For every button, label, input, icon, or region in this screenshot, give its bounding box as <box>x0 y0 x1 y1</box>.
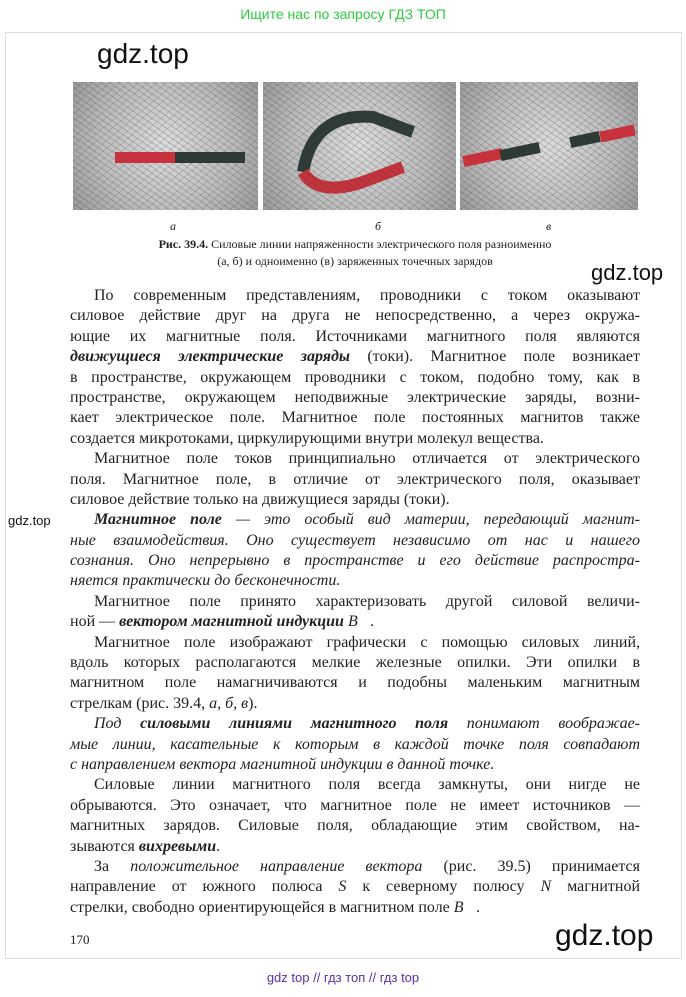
text-line <box>70 653 640 673</box>
watermark: gdz.top <box>555 919 654 952</box>
italic-text: мые линии, касательные к которым в каждой точке поля совпадают <box>70 735 640 753</box>
text-segment: стрелкам (рис. 39.4, <box>70 694 210 712</box>
italic-text: няется практически до бесконечности. <box>70 572 341 590</box>
text-line <box>70 510 640 530</box>
text-line <box>70 898 640 918</box>
text-line <box>70 755 640 775</box>
text-line <box>70 837 640 857</box>
text-line <box>70 286 640 306</box>
italic-text: положительное направление вектора <box>130 857 423 875</box>
text-line <box>70 592 640 612</box>
caption-label: Рис. 39.4. <box>158 237 209 251</box>
text-segment: направление от южного полюса <box>70 878 339 896</box>
sublabel-a: а <box>170 219 176 233</box>
text-segment: стрелки, свободно ориентирующейся в магнитном поле <box>70 898 454 916</box>
text-line <box>70 327 640 347</box>
text-segment: (рис. 39.5) принимается <box>422 857 641 875</box>
caption-line-1: Силовые линии напряженности электрического поля разноименно <box>211 237 552 251</box>
italic-text: S <box>338 878 347 896</box>
text-line <box>70 449 640 469</box>
text-line <box>70 306 640 326</box>
text-segment: . <box>370 613 375 631</box>
text-line <box>70 429 640 449</box>
text-segment: зываются <box>70 837 139 855</box>
text-line <box>70 470 640 490</box>
text-line <box>70 694 640 714</box>
text-line <box>70 490 640 510</box>
text-segment: Магнитное поле изображают графически с помощью силовых линий, <box>94 633 640 651</box>
magnet-left <box>462 148 503 167</box>
text-line <box>70 816 640 836</box>
figure-photo-a <box>73 82 258 210</box>
magnet-red-pole <box>115 152 175 163</box>
text-segment: . <box>216 837 221 855</box>
italic-text: N <box>540 878 552 896</box>
text-segment: Магнитное поле токов принципиально отличается от электрического <box>94 450 640 468</box>
italic-text: B⃗ <box>343 613 371 631</box>
text-line <box>70 347 640 367</box>
text-segment: силовое действие только на движущиеся заряды (токи). <box>70 490 450 508</box>
text-segment: поля. Магнитное поле, в отличие от электрического поля, оказывает <box>70 470 640 488</box>
search-hint-link[interactable]: Ищите нас по запросу ГДЗ ТОП <box>240 6 446 22</box>
text-segment: силовое действие друг на друга не непосредственно, а через окружа- <box>70 307 640 325</box>
italic-text: сознания. Оно непрерывно в пространстве и его действие распростра- <box>70 552 640 570</box>
text-line <box>70 408 640 428</box>
watermark: gdz.top <box>97 38 189 69</box>
watermark: gdz.top <box>591 260 664 285</box>
text-line <box>70 775 640 795</box>
sublabel-c: в <box>546 219 552 233</box>
text-line <box>70 388 640 408</box>
text-segment: обрываются. Это означает, что магнитное поле не имеет источников — <box>70 796 640 814</box>
text-line <box>70 857 640 877</box>
figure-photo-c <box>460 82 638 210</box>
footer-links[interactable]: gdz top // гдз топ // гдз top <box>266 970 420 985</box>
italic-text: — это особый вид материи, передающий магнит- <box>221 511 640 529</box>
text-line <box>70 612 640 632</box>
italic-text: с направлением вектора магнитной индукции в данной точке. <box>70 755 495 773</box>
text-segment: к северному полюсу <box>346 878 541 896</box>
text-segment: пространстве, окружающем неподвижные электрические заряды, возни- <box>70 388 640 406</box>
text-segment: магнитной <box>551 878 641 896</box>
text-segment: в пространстве, окружающем проводники с током, подобно тому, как в <box>70 368 640 386</box>
emphasized-term: Магнитное поле <box>94 511 222 529</box>
text-line <box>70 571 640 591</box>
text-segment: ющие их магнитные поля. Источниками магнитного поля являются <box>70 327 640 345</box>
italic-text: Под <box>94 715 141 733</box>
italic-text: B⃗ <box>453 898 476 916</box>
text-line <box>70 368 640 388</box>
text-segment: (токи). Магнитное поле возникает <box>350 348 640 366</box>
body-text <box>70 286 640 918</box>
magnet-right-dark <box>569 131 601 148</box>
emphasized-term: вихревыми <box>138 837 217 855</box>
text-segment: ). <box>248 694 258 712</box>
figure-photo-b <box>263 82 456 210</box>
text-line <box>70 796 640 816</box>
italic-text: а, б, в <box>209 694 249 712</box>
text-line <box>70 714 640 734</box>
figure-caption <box>70 236 640 270</box>
sublabel-b: б <box>375 219 382 233</box>
text-segment: По современным представлениям, проводники с током оказывают <box>94 287 640 304</box>
text-line <box>70 735 640 755</box>
magnet-dark-pole <box>175 152 245 163</box>
text-line <box>70 531 640 551</box>
emphasized-term: вектором магнитной индукции <box>119 613 344 631</box>
text-line <box>70 551 640 571</box>
text-segment: Магнитное поле принято характеризовать другой силовой величи- <box>94 592 640 610</box>
magnet-right <box>599 124 636 142</box>
text-line <box>70 633 640 653</box>
text-segment: За <box>94 857 131 875</box>
emphasized-term: силовыми линиями магнитного поля <box>140 715 449 733</box>
text-segment: магнитных зарядов. Силовые поля, обладающие этим свойством, на- <box>70 817 640 835</box>
italic-text: понимают воображае- <box>448 715 640 733</box>
text-line <box>70 877 640 897</box>
italic-text: ные взаимодействия. Оно существует независимо от нас и нашего <box>70 531 640 549</box>
emphasized-term: движущиеся электрические заряды <box>70 348 351 366</box>
text-segment: Силовые линии магнитного поля всегда замкнуты, они нигде не <box>94 776 640 794</box>
text-segment: кает электрическое поле. Магнитное поле постоянных магнитов также <box>70 409 640 427</box>
page-number: 170 <box>70 932 90 947</box>
watermark: gdz.top <box>8 513 51 528</box>
text-segment: создается микротоками, циркулирующими внутри молекул вещества. <box>70 429 544 447</box>
text-segment: . <box>476 898 480 916</box>
magnet-left-dark <box>499 142 540 161</box>
caption-line-2: (а, б) и одноименно (в) заряженных точечных зарядов <box>217 254 493 268</box>
text-segment: вдоль которых располагаются мелкие железные опилки. Эти опилки в <box>70 654 640 672</box>
horseshoe-magnet <box>263 82 456 210</box>
text-line <box>70 673 640 693</box>
text-segment: магнитном поле намагничиваются и подобны маленьким магнитным <box>70 674 640 692</box>
text-segment: ной — <box>70 613 120 631</box>
